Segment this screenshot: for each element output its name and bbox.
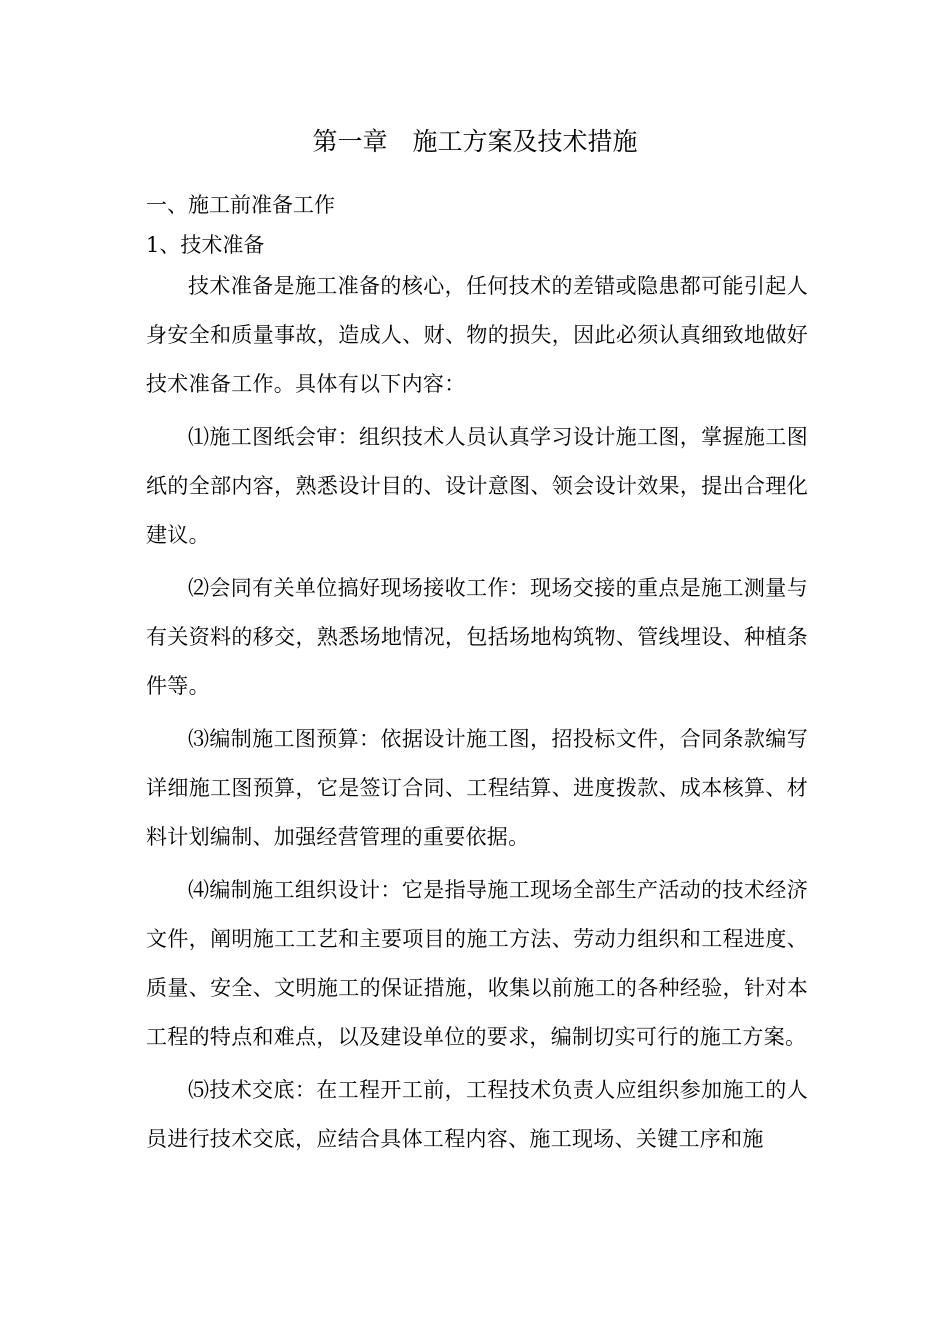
paragraph-item-5: ⑸技术交底：在工程开工前，工程技术负责人应组织参加施工的人员进行技术交底，应结合具体工程内容、施工现场、关键工序和施 xyxy=(146,1078,808,1151)
body-text xyxy=(146,262,808,1168)
paragraph-item-1: ⑴施工图纸会审：组织技术人员认真学习设计施工图，掌握施工图纸的全部内容，熟悉设计目的、设计意图、领会设计效果，提出合理化建议。 xyxy=(146,425,808,547)
section-heading: 一、施工前准备工作 xyxy=(146,193,335,217)
paragraph-intro: 技术准备是施工准备的核心，任何技术的差错或隐患都可能引起人身安全和质量事故，造成人、财、物的损失，因此必须认真细致地做好技术准备工作。具体有以下内容： xyxy=(146,274,808,396)
paragraph-item-4: ⑷编制施工组织设计：它是指导施工现场全部生产活动的技术经济文件，阐明施工工艺和主要项目的施工方法、劳动力组织和工程进度、质量、安全、文明施工的保证措施，收集以前施工的各种经验，针对本工程的特点和难点，以及建设单位的要求，编制切实可行的施工方案。 xyxy=(146,878,808,1049)
chapter-title: 第一章 施工方案及技术措施 xyxy=(312,127,638,156)
paragraph-item-2: ⑵会同有关单位搞好现场接收工作：现场交接的重点是施工测量与有关资料的移交，熟悉场地情况，包括场地构筑物、管线埋设、种植条件等。 xyxy=(146,576,808,698)
subsection-heading: 1、技术准备 xyxy=(146,233,265,257)
paragraph-item-3: ⑶编制施工图预算：依据设计施工图，招投标文件，合同条款编写详细施工图预算，它是签订合同、工程结算、进度拨款、成本核算、材料计划编制、加强经营管理的重要依据。 xyxy=(146,727,808,849)
